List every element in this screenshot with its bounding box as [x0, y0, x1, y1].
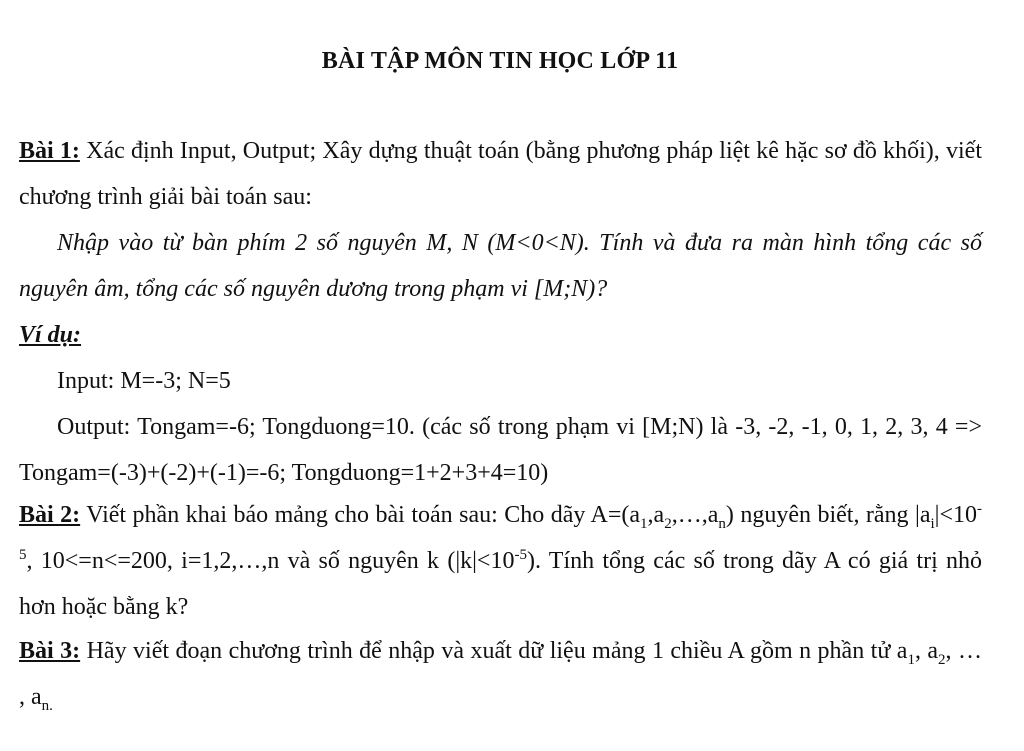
subscript: 2	[938, 651, 946, 668]
exercise-1-label: Bài 1:	[19, 138, 80, 164]
example-label: Ví dụ:	[19, 322, 82, 348]
exercise-2-text: ). Tính tổng các số trong dãy A có giá trị nhỏ hơn hoặc bằng k?	[19, 548, 983, 620]
subscript: 2	[664, 515, 672, 532]
exercise-3-label: Bài 3:	[19, 638, 81, 664]
subscript: n.	[41, 697, 53, 714]
exercise-2	[19, 492, 982, 630]
page-title: BÀI TẬP MÔN TIN HỌC LỚP 11	[321, 48, 679, 74]
exercise-1-text: Xác định Input, Output; Xây dựng thuật toán (bằng phương pháp liệt kê hặc sơ đồ khối), viết chương trình giải bài toán sau:	[19, 138, 983, 210]
exercise-3-text: , a	[914, 638, 939, 664]
exercise-1	[19, 128, 982, 312]
exercise-2-text: ,a	[647, 502, 665, 528]
exercise-2-text: Viết phần khai báo mảng cho bài toán sau: Cho dãy A=(a	[80, 502, 641, 528]
example-input: Input: M=-3; N=5	[57, 368, 231, 394]
exercise-2-text: , 10<=n<=200, i=1,2,…,n và số nguyên k (|k|<10	[26, 548, 515, 574]
example-output: Output: Tongam=-6; Tongduong=10. (các số trong phạm vi [M;N) là -3, -2, -1, 0, 1, 2, 3, 4 => Tongam=(-3)+(-2)+(-1)=-6; Tongduong=1+2+3+4=10)	[19, 414, 982, 486]
exercise-1-statement	[19, 128, 982, 220]
superscript: -5	[514, 547, 527, 563]
exercise-2-text: ,…,a	[671, 502, 719, 528]
subscript: 1	[640, 515, 648, 532]
exercise-1-problem: Nhập vào từ bàn phím 2 số nguyên M, N (M<0<N). Tính và đưa ra màn hình tổng các số nguyên âm, tổng các số nguyên dương trong phạm vi [M;N)?	[19, 230, 982, 302]
subscript: n	[718, 515, 726, 532]
exercise-2-statement	[19, 492, 982, 630]
exercise-3-statement	[19, 628, 982, 720]
exercise-3-text: Hãy viết đoạn chương trình để nhập và xuất dữ liệu mảng 1 chiều A gồm n phần tử a	[80, 638, 908, 664]
exercise-2-text: ) nguyên biết, rằng |a	[725, 502, 931, 528]
subscript: i	[930, 515, 935, 532]
subscript: 1	[907, 651, 915, 668]
example-block	[19, 312, 982, 496]
exercise-2-text: |<10	[934, 502, 978, 528]
exercise-2-label: Bài 2:	[19, 502, 81, 528]
exercise-3-text: , … , a	[19, 638, 983, 710]
exercise-3	[19, 628, 982, 720]
superscript: -5	[19, 501, 983, 563]
